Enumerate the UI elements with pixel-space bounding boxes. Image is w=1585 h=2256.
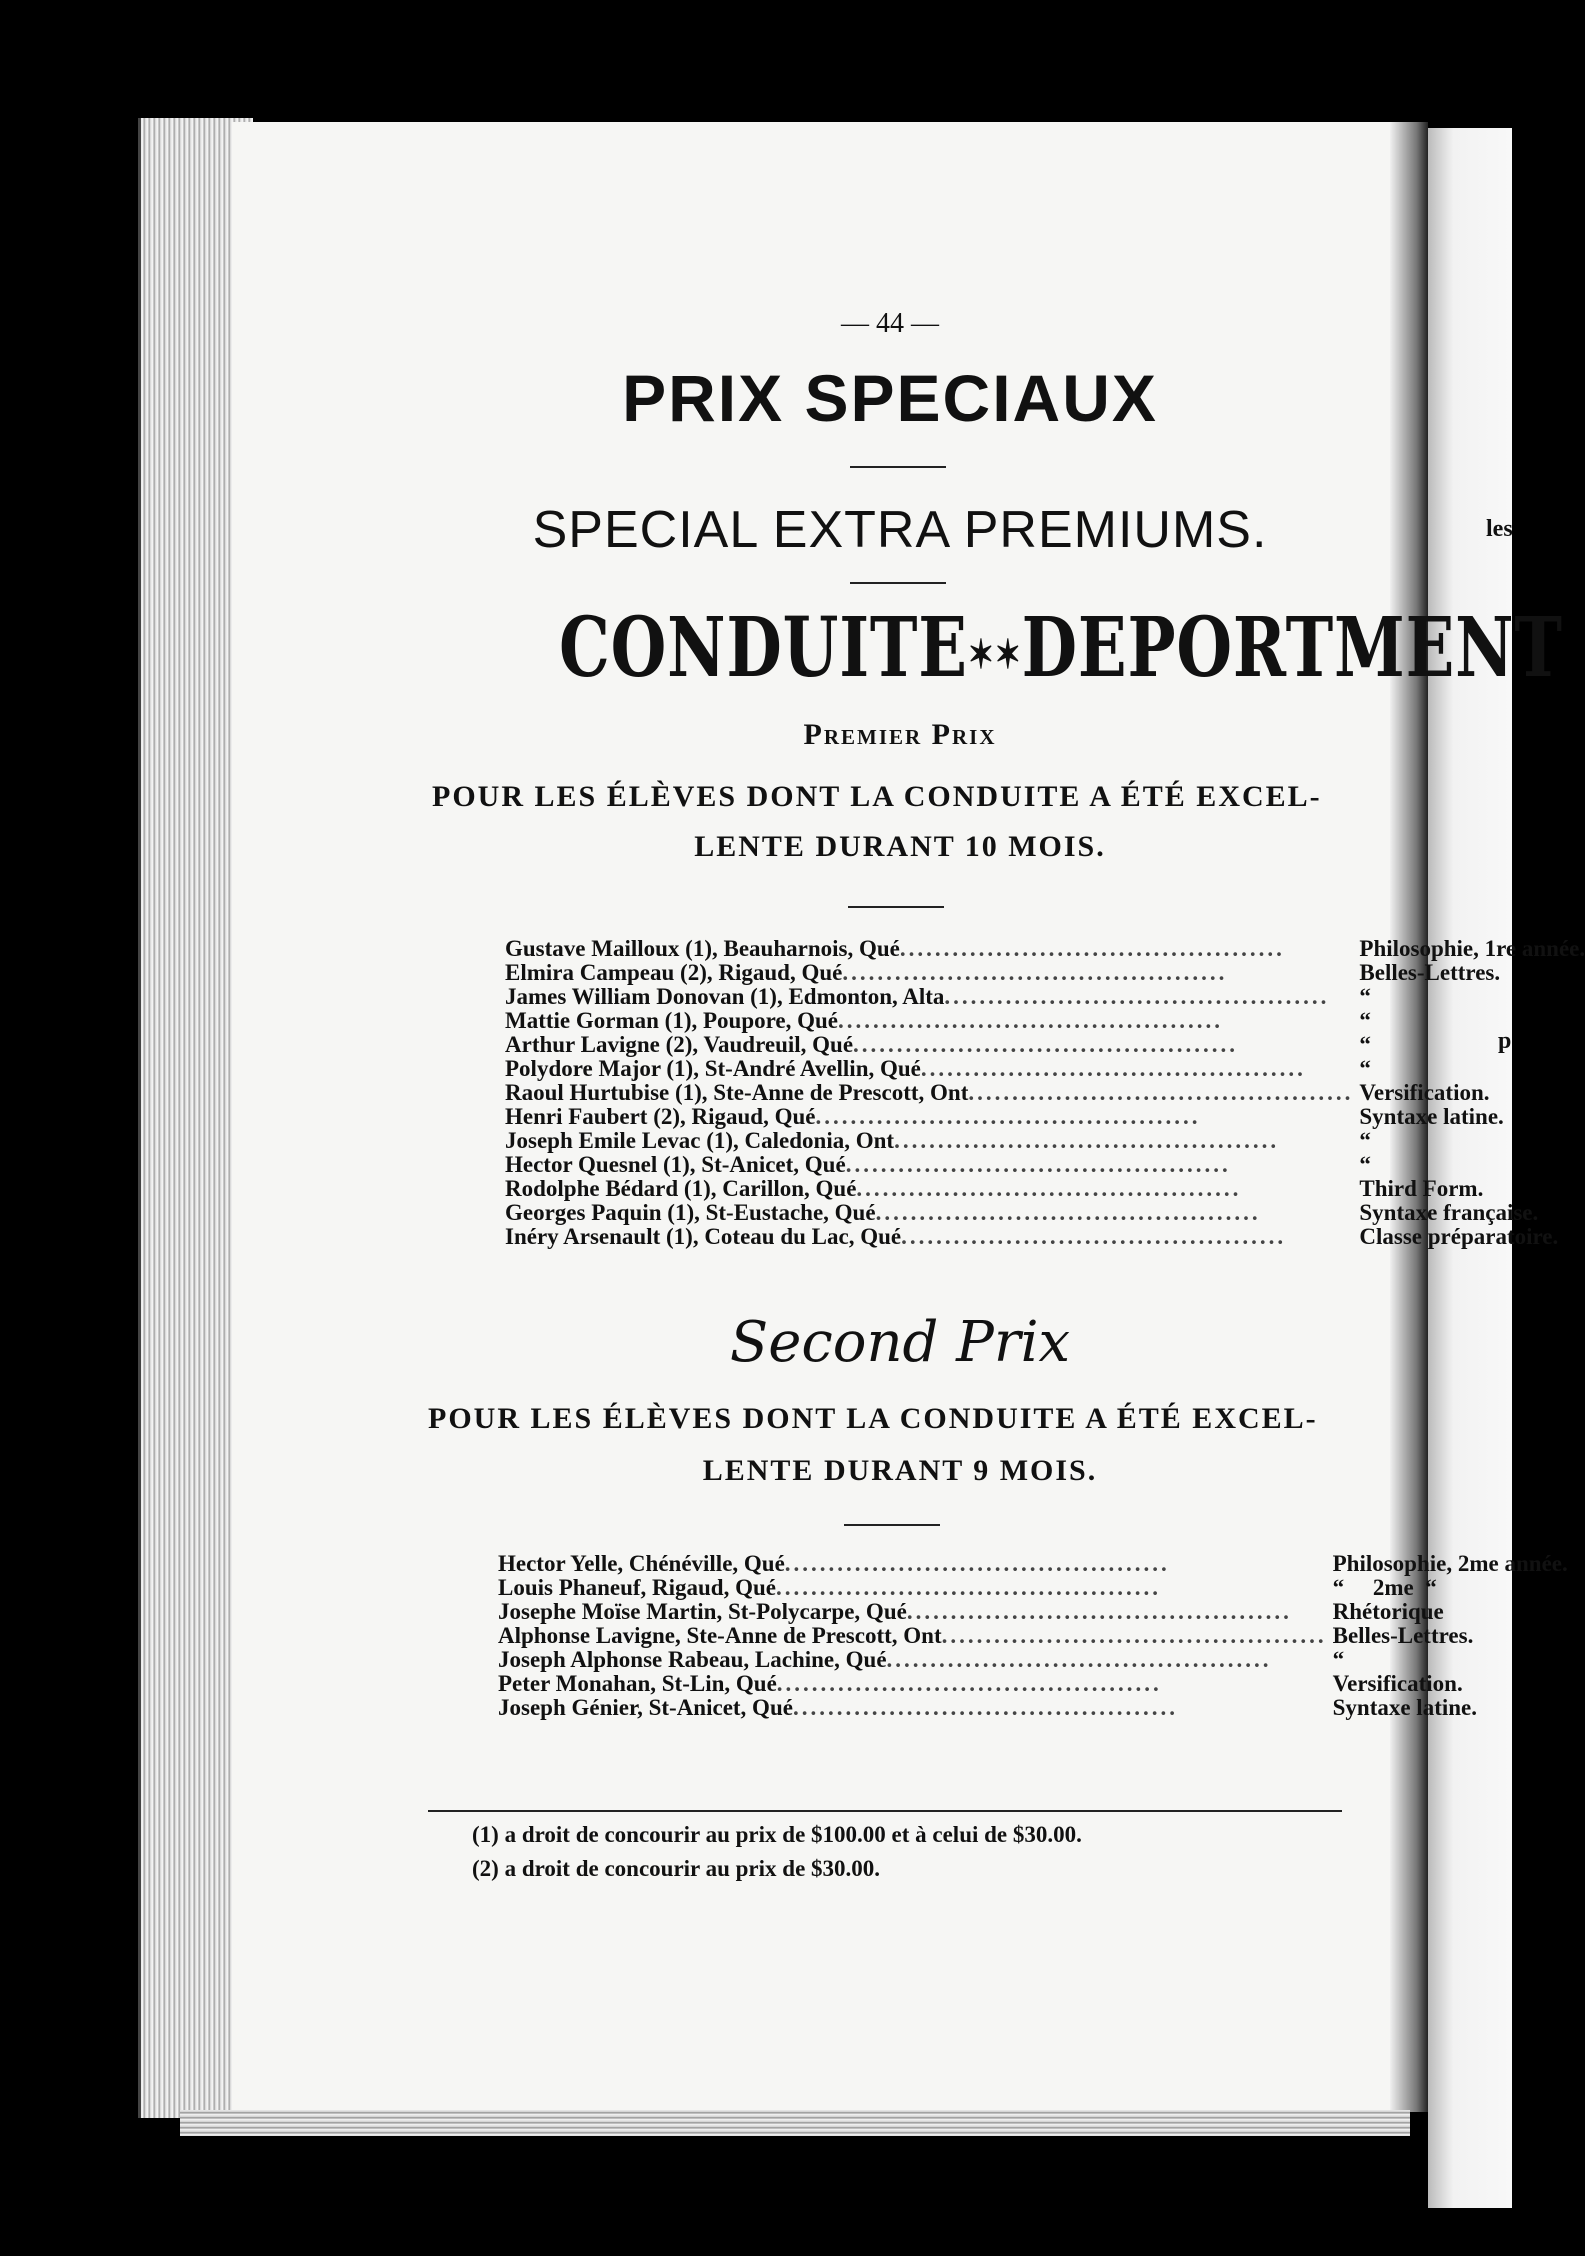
student-course: Third Form. xyxy=(1359,1176,1484,1201)
student-name: Mattie Gorman (1), Poupore, Qué xyxy=(505,1008,839,1033)
student-course: “ 2me “ xyxy=(1332,1575,1437,1600)
list-item: Peter Monahan, St-Lin, Qué............................................ Versification. xyxy=(498,1672,1568,1696)
student-name: Louis Phaneuf, Rigaud, Qué xyxy=(498,1575,776,1600)
section-title-left: CONDUITE xyxy=(559,600,968,696)
footnote-rule xyxy=(428,1810,1342,1812)
list-item: Joseph Génier, St-Anicet, Qué............................................ Syntaxe latine. xyxy=(498,1696,1568,1720)
list-item: Inéry Arsenault (1), Coteau du Lac, Qué............................................ Classe préparatoire. xyxy=(505,1225,1585,1249)
list-item: Joseph Emile Levac (1), Caledonia, Ont............................................ “ xyxy=(505,1129,1585,1153)
student-name: Hector Quesnel (1), St-Anicet, Qué xyxy=(505,1152,846,1177)
section-title-right: DEPORTMENT xyxy=(1021,600,1563,696)
footnote-2: (2) a droit de concourir au prix de $30.00. xyxy=(472,1856,881,1881)
list-item: Gustave Mailloux (1), Beauharnois, Qué............................................ Philosophie, 1re année. xyxy=(505,936,1585,961)
divider xyxy=(848,906,944,908)
second-prix-description-line2: LENTE DURANT 9 MOIS. xyxy=(702,1454,1098,1487)
next-page-fragment: p xyxy=(1498,1028,1512,1054)
student-course: Rhétorique xyxy=(1332,1599,1444,1624)
student-name: Rodolphe Bédard (1), Carillon, Qué xyxy=(505,1176,857,1201)
student-course: “ xyxy=(1359,1032,1371,1057)
student-course: “ xyxy=(1359,1128,1371,1153)
page-subtitle: SPECIAL EXTRA PREMIUMS. xyxy=(532,501,1268,559)
divider xyxy=(844,1524,940,1526)
student-course: Philosophie, 1re année. xyxy=(1359,936,1585,961)
list-item: Mattie Gorman (1), Poupore, Qué............................................ “ xyxy=(505,1009,1585,1033)
divider xyxy=(850,582,946,584)
list-item: Raoul Hurtubise (1), Ste-Anne de Prescott, Ont............................................ Versification. xyxy=(505,1081,1585,1105)
list-item: Rodolphe Bédard (1), Carillon, Qué............................................ Third Form. xyxy=(505,1177,1585,1201)
student-name: Polydore Major (1), St-André Avellin, Qué xyxy=(505,1056,921,1081)
list-item: Henri Faubert (2), Rigaud, Qué............................................ Syntaxe latine. xyxy=(505,1105,1585,1129)
student-course: “ xyxy=(1359,1056,1371,1081)
student-name: James William Donovan (1), Edmonton, Alta xyxy=(505,984,945,1009)
list-item: Hector Quesnel (1), St-Anicet, Qué............................................ “ xyxy=(505,1153,1585,1177)
list-item: Georges Paquin (1), St-Eustache, Qué............................................ Syntaxe française. xyxy=(505,1201,1585,1225)
section-title xyxy=(559,600,1563,696)
list-item: Louis Phaneuf, Rigaud, Qué............................................ “ 2me “ xyxy=(498,1576,1568,1600)
student-name: Joseph Alphonse Rabeau, Lachine, Qué xyxy=(498,1647,887,1672)
student-course: Belles-Lettres. xyxy=(1332,1623,1474,1648)
student-name: Elmira Campeau (2), Rigaud, Qué xyxy=(505,960,843,985)
student-course: Syntaxe française. xyxy=(1359,1200,1539,1225)
student-course: Versification. xyxy=(1332,1671,1463,1696)
second-prix-list xyxy=(498,1552,1568,1720)
footnote-1: (1) a droit de concourir au prix de $100.00 et à celui de $30.00. xyxy=(472,1822,1082,1847)
student-course: Philosophie, 2me année. xyxy=(1332,1551,1568,1576)
list-item: Elmira Campeau (2), Rigaud, Qué............................................ Belles-Lettres. xyxy=(505,961,1585,985)
student-name: Hector Yelle, Chénéville, Qué xyxy=(498,1551,785,1576)
list-item: James William Donovan (1), Edmonton, Alta............................................ “ xyxy=(505,985,1585,1009)
second-prix-heading: Second Prix xyxy=(729,1310,1071,1375)
student-name: Gustave Mailloux (1), Beauharnois, Qué xyxy=(505,936,900,961)
book-bottom-edge xyxy=(180,2110,1410,2136)
next-page-fragment: les xyxy=(1486,516,1513,542)
student-name: Joseph Génier, St-Anicet, Qué xyxy=(498,1695,793,1720)
student-name: Joseph Emile Levac (1), Caledonia, Ont xyxy=(505,1128,895,1153)
student-name: Alphonse Lavigne, Ste-Anne de Prescott, Ont xyxy=(498,1623,942,1648)
student-course: “ xyxy=(1359,984,1371,1009)
premier-prix-list xyxy=(505,937,1585,1249)
student-name: Josephe Moïse Martin, St-Polycarpe, Qué xyxy=(498,1599,907,1624)
page-title: PRIX SPECIAUX xyxy=(622,361,1158,435)
ornament-icon: ✶✶ xyxy=(967,631,1022,679)
student-course: Versification. xyxy=(1359,1080,1490,1105)
student-course: “ xyxy=(1359,1152,1371,1177)
student-course: Syntaxe latine. xyxy=(1359,1104,1504,1129)
student-course: Syntaxe latine. xyxy=(1332,1695,1477,1720)
student-name: Arthur Lavigne (2), Vaudreuil, Qué xyxy=(505,1032,854,1057)
student-name: Henri Faubert (2), Rigaud, Qué xyxy=(505,1104,816,1129)
student-course: Belles-Lettres. xyxy=(1359,960,1501,985)
page-number: — 44 — xyxy=(841,308,939,339)
student-course: “ xyxy=(1332,1647,1345,1672)
divider xyxy=(850,466,946,468)
list-item: Joseph Alphonse Rabeau, Lachine, Qué............................................ “ xyxy=(498,1648,1568,1672)
list-item: Polydore Major (1), St-André Avellin, Qué............................................ “ xyxy=(505,1057,1585,1081)
student-name: Inéry Arsenault (1), Coteau du Lac, Qué xyxy=(505,1224,902,1249)
student-name: Raoul Hurtubise (1), Ste-Anne de Prescott, Ont xyxy=(505,1080,969,1105)
premier-prix-description-line1: POUR LES ÉLÈVES DONT LA CONDUITE A ÉTÉ EXCEL- xyxy=(432,780,1322,813)
student-course: Classe préparatoire. xyxy=(1359,1224,1559,1249)
student-name: Georges Paquin (1), St-Eustache, Qué xyxy=(505,1200,876,1225)
premier-prix-heading: Premier Prix xyxy=(803,718,997,751)
student-name: Peter Monahan, St-Lin, Qué xyxy=(498,1671,777,1696)
list-item: Josephe Moïse Martin, St-Polycarpe, Qué............................................ Rhétorique xyxy=(498,1600,1568,1624)
premier-prix-description-line2: LENTE DURANT 10 MOIS. xyxy=(694,830,1106,863)
second-prix-description-line1: POUR LES ÉLÈVES DONT LA CONDUITE A ÉTÉ EXCEL- xyxy=(428,1402,1318,1435)
list-item: Alphonse Lavigne, Ste-Anne de Prescott, Ont............................................ Belles-Lettres. xyxy=(498,1624,1568,1648)
list-item: Hector Yelle, Chénéville, Qué............................................ Philosophie, 2me année. xyxy=(498,1551,1568,1576)
list-item: Arthur Lavigne (2), Vaudreuil, Qué............................................ “ xyxy=(505,1033,1585,1057)
student-course: “ xyxy=(1359,1008,1371,1033)
